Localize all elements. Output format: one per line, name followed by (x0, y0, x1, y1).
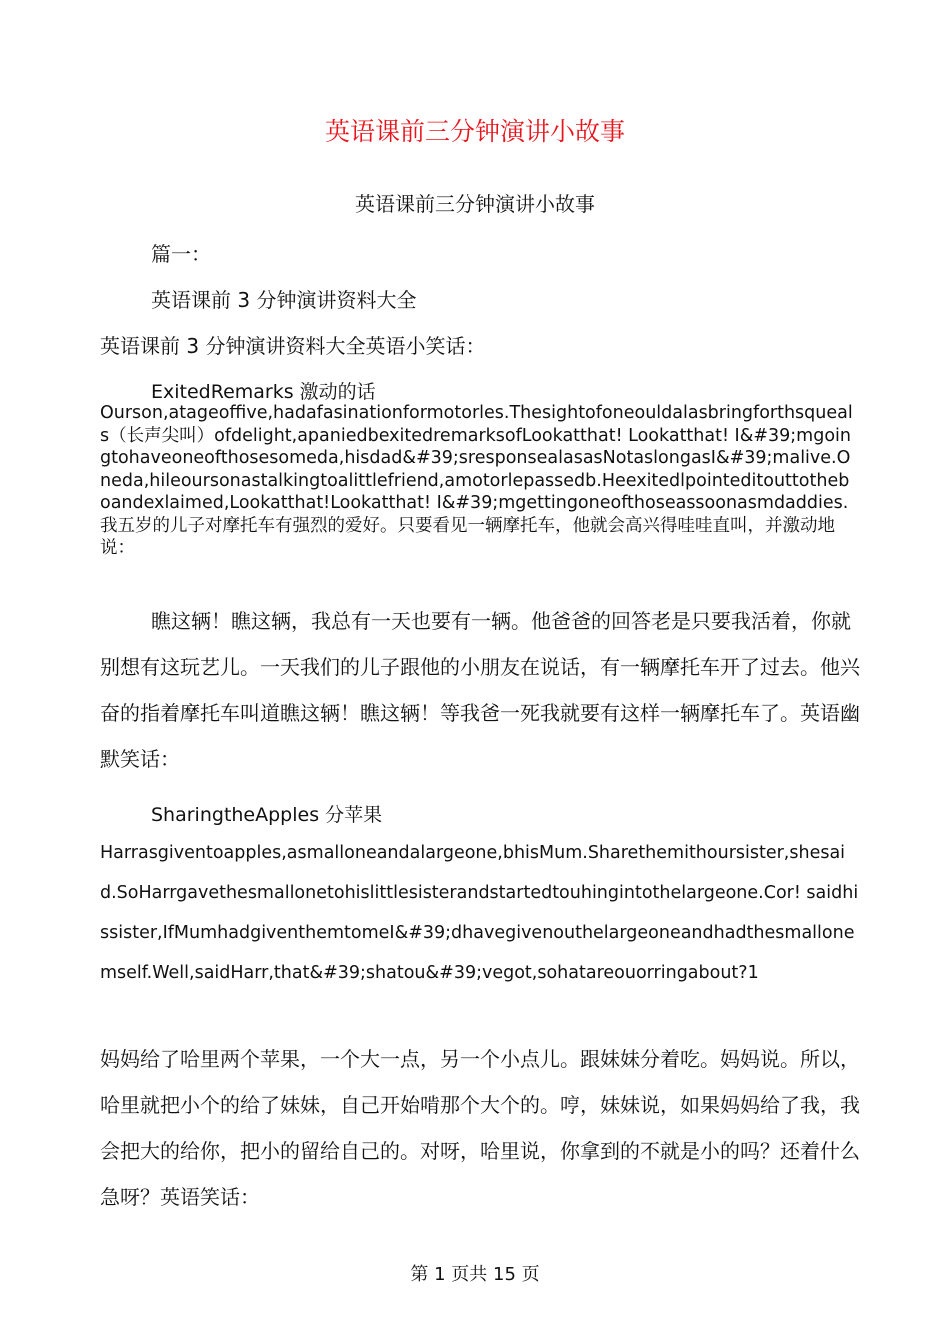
document-title: 英语课前三分钟演讲小故事 (324, 117, 625, 146)
section-heading: 英语课前 3 分钟演讲资料大全 (151, 288, 417, 312)
story2-heading: SharingtheApples 分苹果 (151, 804, 383, 826)
page-footer: 第 1 页共 15 页 (410, 1264, 540, 1285)
story2-translation: 妈妈给了哈里两个苹果，一个大一点，另一个小点儿。跟妹妹分着吃。妈妈说。所以，哈里就把小个的给了妹妹，自己开始啃那个大个的。哼，妹妹说，如果妈妈给了我，我会把大的给你，把小的留给自己的。对呀，哈里说，你拿到的不就是小的吗？还着什么急呀？英语笑话： (100, 1047, 860, 1209)
story2-english-text: Harrasgiventoapples,asmalloneandalargeone,bhisMum.Sharethemithoursister,shesaid.SoHarrgavethesmallonetohislittlesisterandstartedtouhingintothelargeone.Cor! saidhissister,IfMumhadgiventhemtomeI&#39;dhavegivenouthelargeoneandhadthesmallonemself.Well,saidHarr,that&#39;shatou&#39;vegot,sohatareouorringabout?1 (100, 843, 859, 983)
section-label: 篇一： (151, 242, 211, 266)
story1-english-text: Ourson,atageoffive,hadafasinationformotorles.Thesightofoneouldalasbringforthsqueals（长声尖叫）ofdelight,apaniedbexitedremarksofLookatthat! Lookatthat! I&#39;mgoingtohaveoneofthosesomeda,hisdad&#39;sresponsealasasNotaslongasI&#39;malive.Oneda,hileoursonastalkingtoalittlefriend,amotorlepassedb.Heexitedlpointeditouttotheboandexlaimed,Lookatthat!Lookatthat! I&#39;mgettingoneofthoseassoonasmdaddies.我五岁的儿子对摩托车有强烈的爱好。只要看见一辆摩托车，他就会高兴得哇哇直叫，并激动地说： (100, 403, 853, 558)
story1-heading: ExitedRemarks 激动的话 (151, 381, 376, 403)
document-subtitle: 英语课前三分钟演讲小故事 (355, 192, 595, 216)
intro-line: 英语课前 3 分钟演讲资料大全英语小笑话： (100, 334, 486, 358)
story1-translation: 瞧这辆！瞧这辆，我总有一天也要有一辆。他爸爸的回答老是只要我活着，你就别想有这玩艺儿。一天我们的儿子跟他的小朋友在说话，有一辆摩托车开了过去。他兴奋的指着摩托车叫道瞧这辆！瞧这辆！等我爸一死我就要有这样一辆摩托车了。英语幽默笑话： (100, 609, 860, 771)
